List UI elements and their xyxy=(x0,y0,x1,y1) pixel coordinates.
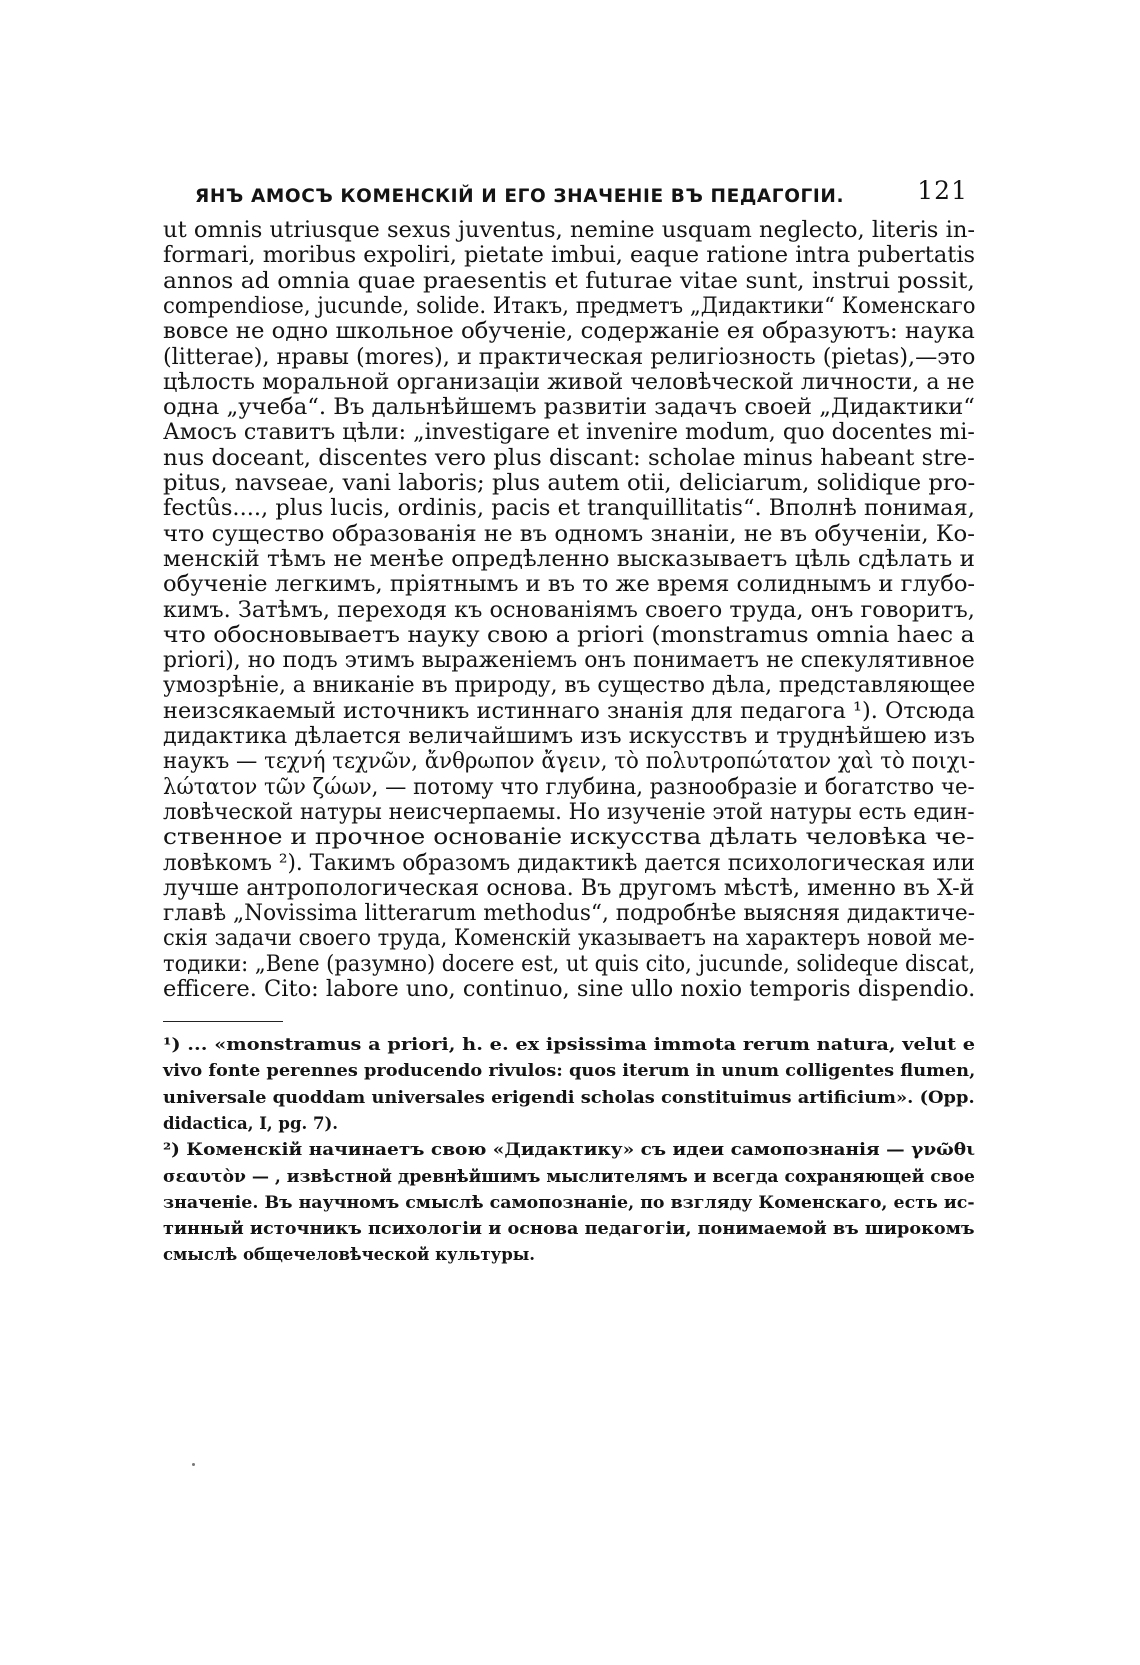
text-line: ловѣкомъ ²). Такимъ образомъ дидактикѣ дается психологическая или xyxy=(163,850,975,876)
text-line: умозрѣніе, а вниканіе въ природу, въ существо дѣла, представляющее xyxy=(163,673,976,699)
text-line: что существо образованія не въ одномъ знаніи, не въ обученіи, Ко- xyxy=(163,521,975,547)
text-line: priori), но подъ этимъ выраженіемъ онъ понимаетъ не спекулятивное xyxy=(163,648,975,674)
text-line: тодики: „Bene (разумно) docere est, ut quis cito, jucunde, solideque discat, xyxy=(163,951,976,977)
text-line: кимъ. Затѣмъ, переходя къ основаніямъ своего труда, онъ говоритъ, xyxy=(163,597,975,623)
footnote-line: ²) Коменскій начинаетъ свою «Дидактику» съ идеи самопознанія — γνῶθι xyxy=(163,1140,976,1160)
text-line: ственное и прочное основаніе искусства дѣлать человѣка че- xyxy=(163,825,975,851)
footnote-line: σεαυτὸν — , извѣстной древнѣйшимъ мыслителямъ и всегда сохраняющей свое xyxy=(163,1166,975,1186)
footnotes xyxy=(163,1024,975,1274)
footnote-line: universale quoddam universales erigendi scholas constituimus artificium». (Opp. xyxy=(163,1087,975,1107)
footnote-line: ¹) ... «monstramus a priori, h. e. ex ipsissima immota rerum natura, velut e xyxy=(163,1035,976,1054)
text-line: вовсе не одно школьное обученіе, содержаніе ея образуютъ: наука xyxy=(163,319,975,345)
text-line: λώτατον τῶν ζώων, — потому что глубина, разнообразіе и богатство че- xyxy=(163,774,975,800)
text-line: compendiose, jucunde, solide. Итакъ, предметъ „Дидактики“ Коменскаго xyxy=(163,293,976,319)
text-line: efficere. Cito: labore uno, continuo, sine ullo noxio temporis dispendio. xyxy=(163,977,976,1002)
text-line: fectûs...., plus lucis, ordinis, pacis et tranquillitatis“. Вполнѣ понимая, xyxy=(163,496,975,522)
footnote-line: значеніе. Въ научномъ смыслѣ самопознаніе, по взгляду Коменскаго, есть ис- xyxy=(163,1192,975,1212)
footnote-line: смыслѣ общечеловѣческой культуры. xyxy=(163,1245,536,1265)
main-text xyxy=(163,218,975,1018)
footnote-line: didactica, I, pg. 7). xyxy=(163,1113,338,1133)
text-line: formari, moribus expoliri, pietate imbui, eaque ratione intra pubertatis xyxy=(163,243,976,269)
text-line: дидактика дѣлается величайшимъ изъ искусствъ и труднѣйшею изъ xyxy=(163,724,975,749)
text-line: pitus, navseae, vani laboris; plus autem otii, deliciarum, solidique pro- xyxy=(163,471,976,496)
page-header xyxy=(163,176,975,216)
text-line: главѣ „Novissima litterarum methodus“, подробнѣе выясняя дидактиче- xyxy=(163,901,975,927)
running-head: ЯНЪ АМОСЪ КОМЕНСКІЙ И ЕГО ЗНАЧЕНІЕ ВЪ ПЕДАГОГІИ. xyxy=(195,186,845,207)
footnote-line: тинный источникъ психологіи и основа педагогіи, понимаемой въ широкомъ xyxy=(163,1219,975,1239)
text-line: неизсякаемый источникъ истиннаго знанія для педагога ¹). Отсюда xyxy=(163,698,975,724)
text-line: цѣлость моральной организаціи живой человѣческой личности, а не xyxy=(163,369,975,395)
print-speck xyxy=(192,1463,195,1466)
text-line: скія задачи своего труда, Коменскій указываетъ на характеръ новой ме- xyxy=(163,926,975,952)
text-line: лучше антропологическая основа. Въ другомъ мѣстѣ, именно въ X-й xyxy=(163,875,975,901)
text-line: nus doceant, discentes vero plus discant: scholae minus habeant stre- xyxy=(163,445,975,471)
text-line: менскій тѣмъ не менѣе опредѣленно высказываетъ цѣль сдѣлать и xyxy=(163,546,975,572)
text-line: одна „учеба“. Въ дальнѣйшемъ развитіи задачъ своей „Дидактики“ xyxy=(163,395,975,421)
text-line: наукъ — τεχνή τεχνῶν, ἄνθρωπον ἄγειν, τὸ πολυτροπώτατον χαὶ τὸ ποιχι- xyxy=(163,749,976,775)
text-line: Амосъ ставитъ цѣли: „investigare et invenire modum, quo docentes mi- xyxy=(163,420,975,446)
text-line: (litterae), нравы (mores), и практическая религіозность (pietas),—это xyxy=(163,344,976,370)
text-line: ловѣческой натуры неисчерпаемы. Но изученіе этой натуры есть един- xyxy=(163,799,975,825)
page-number: 121 xyxy=(917,176,968,205)
text-line: annos ad omnia quae praesentis et futurae vitae sunt, instrui possit, xyxy=(163,268,975,294)
text-line: ut omnis utriusque sexus juventus, nemine usquam neglecto, literis in- xyxy=(163,218,976,243)
footnote-line: vivo fonte perennes producendo rivulos: quos iterum in unum colligentes flumen, xyxy=(163,1061,976,1081)
text-line: обученіе легкимъ, пріятнымъ и въ то же время солиднымъ и глубо- xyxy=(163,572,976,598)
text-line: что обосновываетъ науку свою a priori (monstramus omnia haec a xyxy=(163,622,975,648)
footnote-rule xyxy=(163,1021,283,1022)
